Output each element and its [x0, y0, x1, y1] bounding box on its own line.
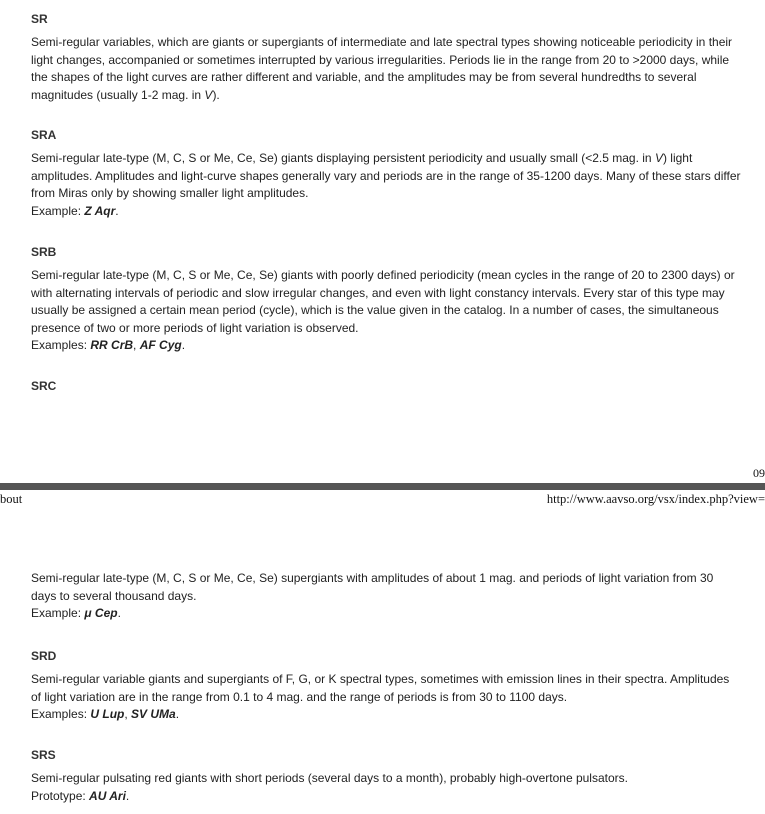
- section-description: [31, 770, 741, 805]
- section-description: [31, 671, 741, 724]
- example-end: .: [115, 203, 119, 218]
- page-break-divider: [0, 483, 765, 490]
- v-band: V: [654, 151, 663, 165]
- example-separator: ,: [133, 338, 140, 352]
- example-line: [31, 203, 741, 221]
- section-sr: [31, 12, 741, 104]
- section-sra: [31, 128, 741, 220]
- section-description: [31, 267, 741, 355]
- description-text-end: ).: [212, 87, 220, 102]
- header-title-fragment: bout: [0, 492, 23, 506]
- star-name: AU Ari: [89, 788, 126, 803]
- example-label: Example:: [31, 203, 85, 218]
- section-code: SRC: [31, 379, 57, 393]
- example-line: [31, 337, 741, 355]
- example-label: Example:: [31, 606, 85, 620]
- section-code: SRD: [31, 649, 57, 663]
- section-srs: [31, 748, 741, 805]
- section-srb: [31, 245, 741, 355]
- v-band: V: [204, 87, 213, 102]
- description-text: Semi-regular late-type (M, C, S or Me, Ce, Se) supergiants with amplitudes of about 1 mag. and periods of light variation from 30 days to several thousand days.: [31, 571, 714, 603]
- description-text-end: ) light amplitudes. Amplitudes and light-curve shapes generally vary and periods are in the range of 35-1200 days. Many of these stars differ from Miras only by showing smaller light amplitudes.: [31, 151, 741, 200]
- example-label: Prototype:: [31, 788, 90, 803]
- section-code: SRA: [31, 128, 57, 142]
- example-line: [31, 788, 741, 806]
- section-src: [31, 379, 741, 393]
- example-end: .: [181, 338, 186, 352]
- example-separator: ,: [124, 707, 132, 721]
- star-name: μ Cep: [84, 606, 118, 620]
- example-line: [31, 706, 741, 724]
- star-name: U Lup: [90, 707, 125, 721]
- example-label: Examples:: [31, 707, 91, 721]
- star-name: RR CrB: [90, 338, 134, 352]
- example-line: [31, 605, 741, 623]
- example-end: .: [175, 707, 180, 721]
- section-code: SRB: [31, 245, 57, 259]
- section-code: SRS: [31, 748, 56, 762]
- page-number: 09: [753, 466, 765, 480]
- section-description: [31, 34, 741, 104]
- description-text: Semi-regular pulsating red giants with short periods (several days to a month), probably high-overtone pulsators.: [31, 771, 628, 785]
- description-text: Semi-regular variables, which are giants or supergiants of intermediate and late spectral types showing noticeable periodicity in their light changes, accompanied or sometimes interrupted by various irregularities. Periods lie in the range from 20 to >2000 days, while the shapes of the light curves are rather different and variable, and the amplitudes may be from several hundredths to several magnitudes (usually 1-2 mag. in: [31, 35, 733, 102]
- star-name: SV UMa: [131, 707, 176, 721]
- description-text: Semi-regular late-type (M, C, S or Me, Ce, Se) giants displaying persistent periodicity and usually small (<2.5 mag. in: [31, 151, 655, 165]
- section-srd: [31, 649, 741, 724]
- example-label: Examples:: [31, 338, 91, 352]
- star-name: AF Cyg: [139, 338, 182, 352]
- example-end: .: [117, 606, 121, 620]
- star-name: Z Aqr: [84, 203, 116, 218]
- description-text: Semi-regular variable giants and supergiants of F, G, or K spectral types, sometimes with emission lines in their spectra. Amplitudes of light variation are in the range from 0.1 to 4 mag. and the range of periods is from 30 to 1100 days.: [31, 672, 730, 704]
- section-description: [31, 150, 741, 220]
- section-code: SR: [31, 12, 48, 26]
- section-description: [31, 570, 741, 623]
- header-url: http://www.aavso.org/vsx/index.php?view=: [546, 492, 765, 506]
- section-src-continued: [31, 570, 741, 623]
- example-end: .: [125, 788, 130, 803]
- description-text: Semi-regular late-type (M, C, S or Me, Ce, Se) giants with poorly defined periodicity (mean cycles in the range of 20 to 2300 days) or with alternating intervals of periodic and slow irregular changes, and even with light constancy intervals. Every star of this type may usually be assigned a certain mean period (cycle), which is the value given in the catalog. In a number of cases, the simultaneous presence of two or more periods of light variation is observed.: [31, 268, 735, 335]
